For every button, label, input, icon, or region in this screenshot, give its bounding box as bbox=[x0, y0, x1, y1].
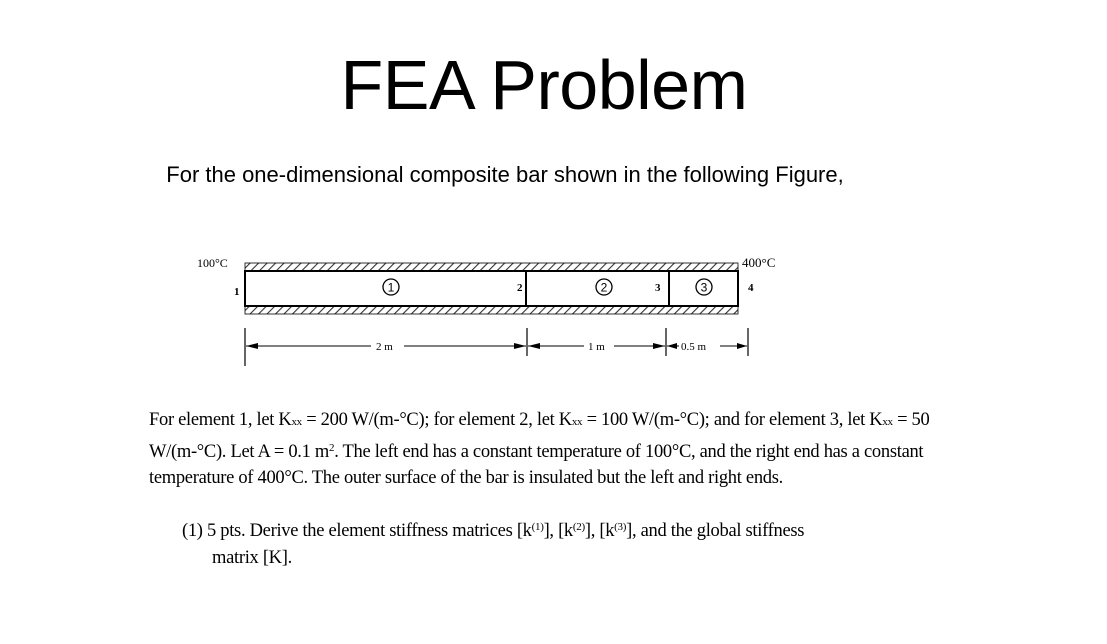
composite-bar-figure bbox=[186, 250, 806, 370]
dim-label-2m: 2 m bbox=[376, 341, 393, 353]
question-part-1-continuation: matrix [K]. bbox=[212, 548, 292, 568]
dim-label-0-5m: 0.5 m bbox=[681, 341, 707, 353]
right-temp-label: 400°C bbox=[742, 255, 776, 270]
element-label-1: 1 bbox=[387, 280, 395, 295]
problem-statement: For element 1, let Kxx = 200 W/(m-°C); for element 2, let Kxx = 100 W/(m-°C); and for element 3, let Kxx = 50 W/(m-°C). Let A = 0.1 $m^2$. The left end has a constant temperature of 100°C, and the right end has a constant temperature of 400°C. The outer surface of the bar is insulated but the left and right ends. bbox=[149, 410, 930, 488]
intro-text: For the one-dimensional composite bar shown in the following Figure, bbox=[166, 162, 844, 187]
bar-body bbox=[245, 271, 738, 306]
node-label-3: 3 bbox=[655, 282, 661, 294]
element-label-3: 3 bbox=[700, 280, 708, 295]
dim-label-1m: 1 m bbox=[588, 341, 605, 353]
left-temp-label: 100°C bbox=[197, 256, 228, 270]
slide-title: FEA Problem bbox=[340, 46, 748, 124]
insulation-bottom bbox=[245, 306, 738, 314]
node-label-1: 1 bbox=[234, 286, 240, 298]
node-label-4: 4 bbox=[748, 282, 754, 294]
node-label-2: 2 bbox=[517, 282, 523, 294]
question-part-1: (1) 5 pts. Derive the element stiffness matrices $[k^{(1)}]$, $[k^{(2)}]$, $[k^{(3)}]$, and the global stiffness matrix [K]. bbox=[182, 514, 942, 572]
insulation-top bbox=[245, 263, 738, 271]
element-label-2: 2 bbox=[600, 280, 608, 295]
